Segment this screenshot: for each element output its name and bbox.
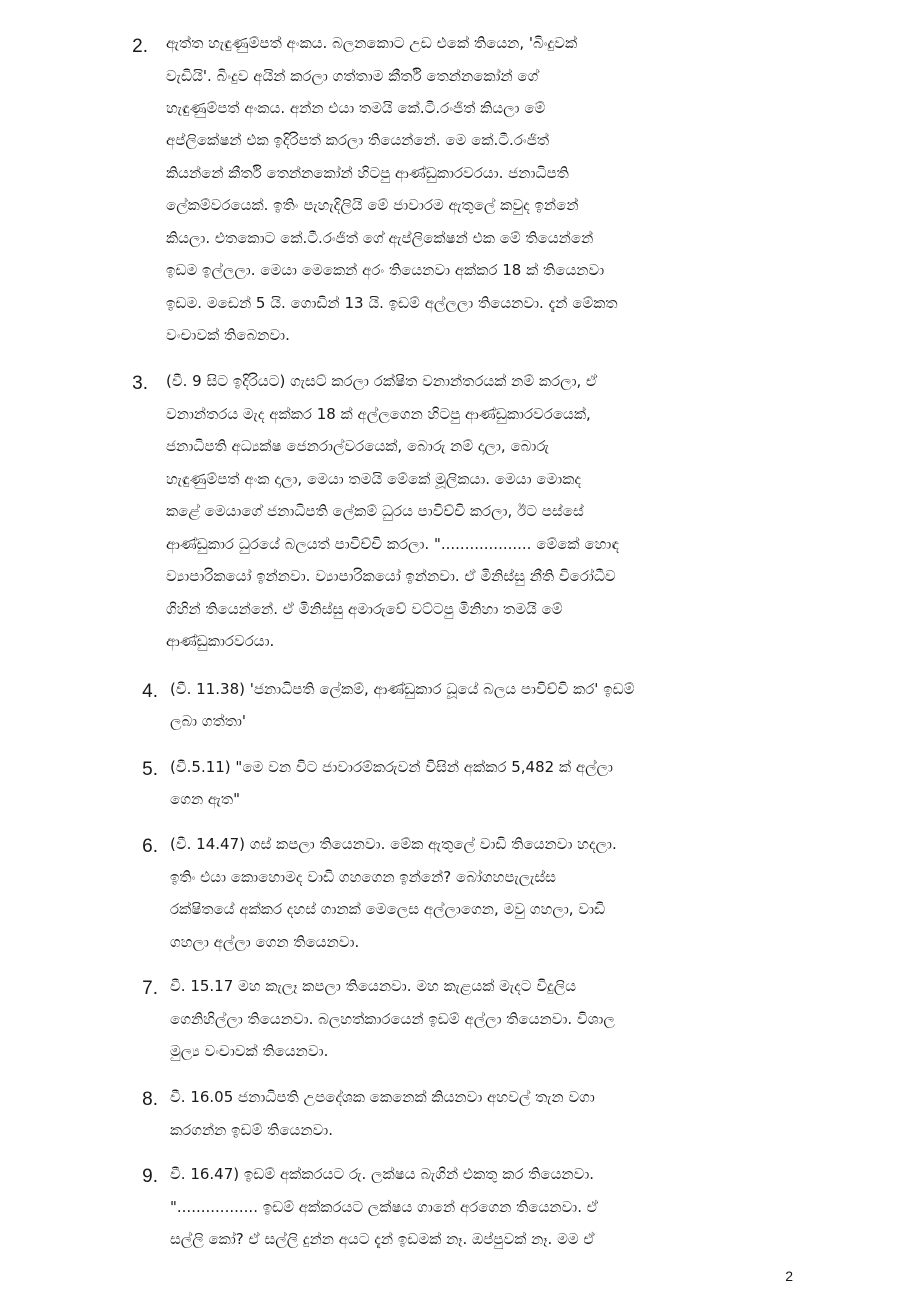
text-line: ලේකම්වරයෙක්. ඉතිං පැහැදිලියි මේ ජාවාරම ඇතුලේ කවුද ඉන්නේ xyxy=(166,196,579,214)
text-line: ආණ්ඩුකාර ධුරයේ බලයත් පාවිච්චි කරලා. "................... මේකේ හොඳ xyxy=(166,535,619,553)
item-number: 2. xyxy=(132,36,148,57)
text-line: කරගන්න ඉඩම් තියෙනවා. xyxy=(170,1121,334,1139)
text-line: ආණ්ඩුකාරවරයා. xyxy=(166,632,275,650)
text-line: වී. 16.05 ජනාධිපති උපදේශක කෙනෙක් කියනවා අහවල් තැන වගා xyxy=(170,1088,595,1106)
text-line: ඉඩම. මඩෙන් 5 යි. ගොඩින් 13 යි. ඉඩම් අල්ලලා තියෙනවා. දැන් මේකත xyxy=(166,294,618,312)
text-line: ව්‍යාපාරිකයෝ ඉන්නවා. ව්‍යාපාරිකයෝ ඉන්නවා. ඒ මිනිස්සු නීති විරෝධීව xyxy=(166,567,616,585)
text-line: (වී. 9 සිට ඉදිරියට) ගැසට් කරලා රක්ෂිත වනාන්තරයක් නම් කරලා, ඒ xyxy=(166,372,598,390)
item-number: 6. xyxy=(142,836,158,857)
text-line: ජනාධිපති අධ්‍යක්ෂ ජෙනරාල්වරයෙක්, බොරු නම් දාලා, බොරු xyxy=(166,437,549,455)
text-line: වැඩියි'. බිංදුව අයින් කරලා ගත්තාම කීර්ති තෙන්නකෝන් ගේ xyxy=(166,67,539,85)
text-line: වනාන්තරය මැද අක්කර 18 ක් අල්ලගෙන හිටපු ආණ්ඩුකාරවරයෙක්, xyxy=(166,405,591,423)
text-line: ලබා ගත්තා' xyxy=(170,712,247,730)
text-line: හැඳුණුම්පත් අංකය. අන්න එයා තමයි කේ.ටී.රංජිත් කියලා මේ xyxy=(166,99,546,117)
item-number: 8. xyxy=(142,1089,158,1110)
text-line: කියලා. එතකොට කේ.ටී.රංජිත් ගේ ඇප්ලිකේෂන් එක මේ තියෙන්නේ xyxy=(166,229,594,247)
text-line: ගහලා අල්ලා ගෙන තියෙනවා. xyxy=(170,933,360,951)
text-line: මුල්‍ය වංචාවක් තියෙනවා. xyxy=(170,1042,329,1060)
item-number: 3. xyxy=(132,373,148,394)
text-line: ගෙනිහිල්ලා තියෙනවා. බලහත්කාරයෙන් ඉඩම් අල්ලා තියෙනවා. විශාල xyxy=(170,1010,615,1028)
text-line: සල්ලි කෝ? ඒ සල්ලි දුන්න අයට දැන් ඉඩමක් නෑ. ඔප්පුවක් නෑ. මම ඒ xyxy=(170,1230,595,1248)
text-line: වංචාවක් තිබෙනවා. xyxy=(166,326,290,344)
text-line: රක්ෂිතයේ අක්කර දහස් ගානක් මෙලෙස අල්ලාගෙන, මවු ගහලා, වාඩි xyxy=(170,900,606,918)
text-line: කළේ මෙයාගේ ජනාධිපති ලේකම් ධුරය පාවිච්චි කරලා, ඊට පස්සේ xyxy=(166,502,584,520)
text-line: ඉතිං එයා කොහොමද වාඩි ගහගෙන ඉන්නේ? බෝගහපැලැස්ස xyxy=(170,868,556,886)
text-line: කියන්නේ කීර්ති තෙන්නකෝන් හිටපු ආණ්ඩුකාරවරයා. ජනාධිපති xyxy=(166,164,569,182)
page-number: 2 xyxy=(785,1268,793,1284)
text-line: ඇත්ත හැඳුණුම්පත් අංකය. බලනකොට උඩ එකේ තියෙන, 'බිංදුවක් xyxy=(166,34,578,52)
item-number: 5. xyxy=(142,759,158,780)
text-line: "................. ඉඩම් අක්කරයට ලක්ෂය ගානේ අරගෙන තියෙනවා. ඒ xyxy=(170,1198,598,1216)
text-line: හැඳුණුම්පත් අංක දාලා, මෙයා තමයි මේකේ මූලිකයා. මෙයා මොකද xyxy=(166,470,582,488)
text-line: අප්ලිකේෂන් එක ඉදිරිපත් කරලා තියෙන්නේ. මෙ කේ.ටී.රංජිත් xyxy=(166,131,550,149)
text-line: (වී. 14.47) ගස් කපලා තියෙනවා. මේක ඇතුලේ වාඩි තියෙනවා හදලා. xyxy=(170,835,617,853)
item-number: 7. xyxy=(142,978,158,999)
text-line: ඉඩම ඉල්ලලා. මෙයා මෙකෙන් අරං තියෙනවා අක්කර 18 ක් තියෙනවා xyxy=(166,261,605,279)
text-line: (වී. 11.38) 'ජනාධිපති ලේකම්, ආණ්ඩුකාර ධූයේ බලය පාවිච්චි කර' ඉඩම් xyxy=(170,680,635,698)
text-line: වී. 15.17 මහ කැලෑ කපලා තියෙනවා. මහ කැළයක් මැදට විදුලිය xyxy=(170,977,577,995)
item-number: 9. xyxy=(142,1166,158,1187)
item-number: 4. xyxy=(142,681,158,702)
text-line: (වී.5.11) "මෙ වන විට ජාවාරම්කරුවන් විසින් අක්කර 5,482 ක් අල්ලා xyxy=(170,758,613,776)
text-line: වී. 16.47) ඉඩම් අක්කරයට රු. ලක්ෂය බැගින් එකතු කර තියෙනවා. xyxy=(170,1165,595,1183)
text-line: ගෙන ඇත" xyxy=(170,790,240,808)
text-line: ගිහින් තියෙන්නේ. ඒ මිනිස්සු අමාරුවේ වට්ටපු මිනිහා තමයි මේ xyxy=(166,600,563,618)
